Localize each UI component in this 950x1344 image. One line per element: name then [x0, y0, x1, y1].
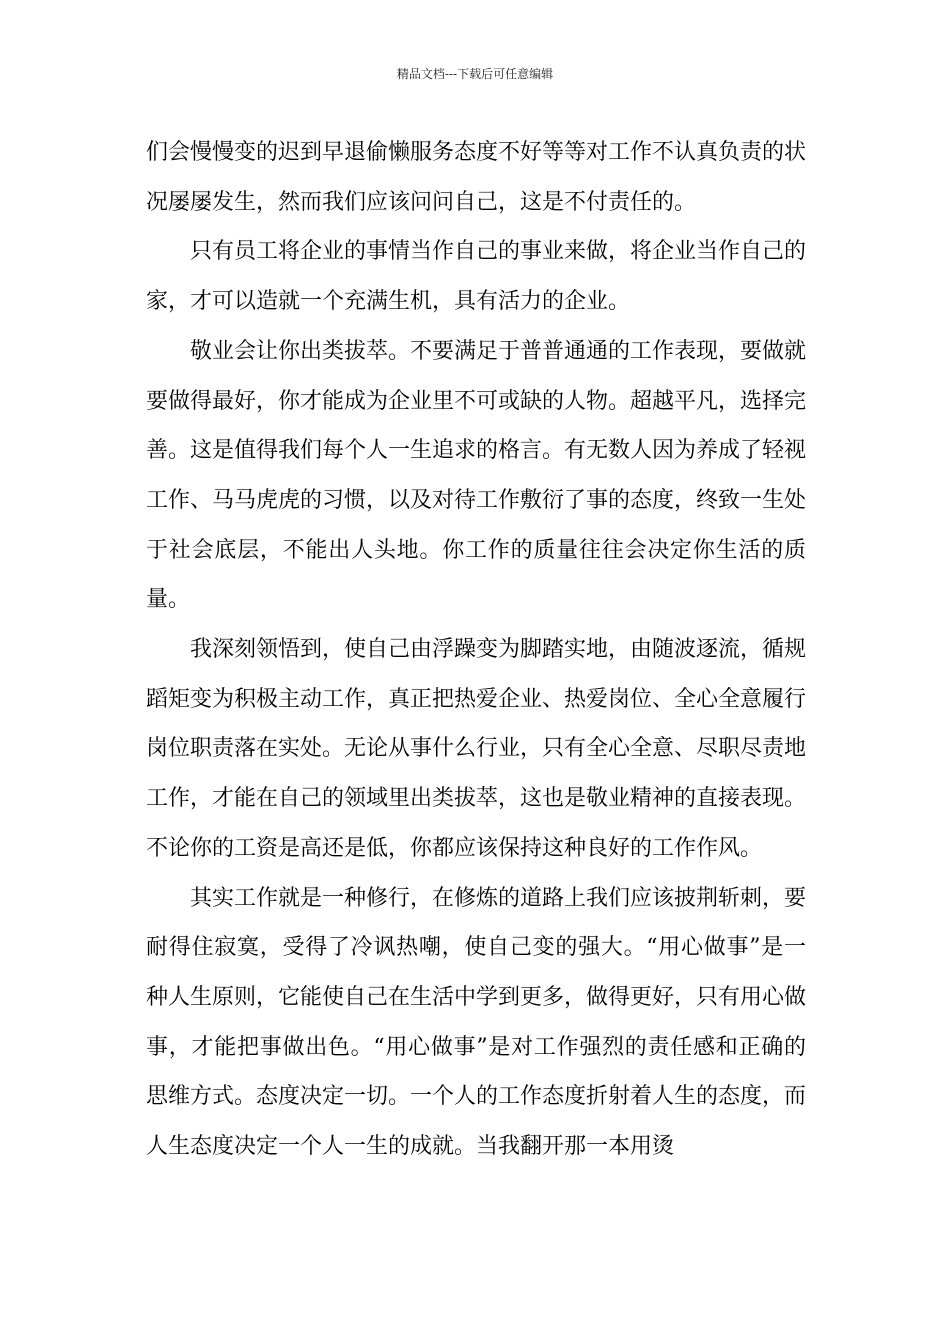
page-header: 精品文档---下载后可任意编辑 [396, 67, 554, 81]
document-body [146, 128, 806, 1172]
paragraph-4: 我深刻领悟到，使自己由浮躁变为脚踏实地，由随波逐流，循规蹈矩变为积极主动工作，真正把热爱企业、热爱岗位、全心全意履行岗位职责落在实处。无论从事什么行业，只有全心全意、尽职尽责地工作，才能在自己的领域里出类拔萃，这也是敬业精神的直接表现。不论你的工资是高还是低，你都应该保持这种良好的工作作风。 [146, 637, 807, 861]
paragraph-5: 其实工作就是一种修行，在修炼的道路上我们应该披荆斩刺，要耐得住寂寞，受得了冷讽热嘲，使自己变的强大。“用心做事”是一种人生原则，它能使自己在生活中学到更多，做得更好，只有用心做事，才能把事做出色。“用心做事”是对工作强烈的责任感和正确的思维方式。态度决定一切。一个人的工作态度折射着人生的态度，而人生态度决定一个人一生的成就。当我翻开那一本用烫 [146, 885, 807, 1160]
paragraph-2: 只有员工将企业的事情当作自己的事业来做，将企业当作自己的家，才可以造就一个充满生机，具有活力的企业。 [146, 239, 807, 315]
paragraph-3: 敬业会让你出类拔萃。不要满足于普普通通的工作表现，要做就要做得最好，你才能成为企业里不可或缺的人物。超越平凡，选择完善。这是值得我们每个人一生追求的格言。有无数人因为养成了轻视工作、马马虎虎的习惯，以及对待工作敷衍了事的态度，终致一生处于社会底层，不能出人头地。你工作的质量往往会决定你生活的质量。 [146, 338, 807, 613]
paragraph-1: 们会慢慢变的迟到早退偷懒服务态度不好等等对工作不认真负责的状况屡屡发生，然而我们应该问问自己，这是不付责任的。 [146, 140, 807, 215]
